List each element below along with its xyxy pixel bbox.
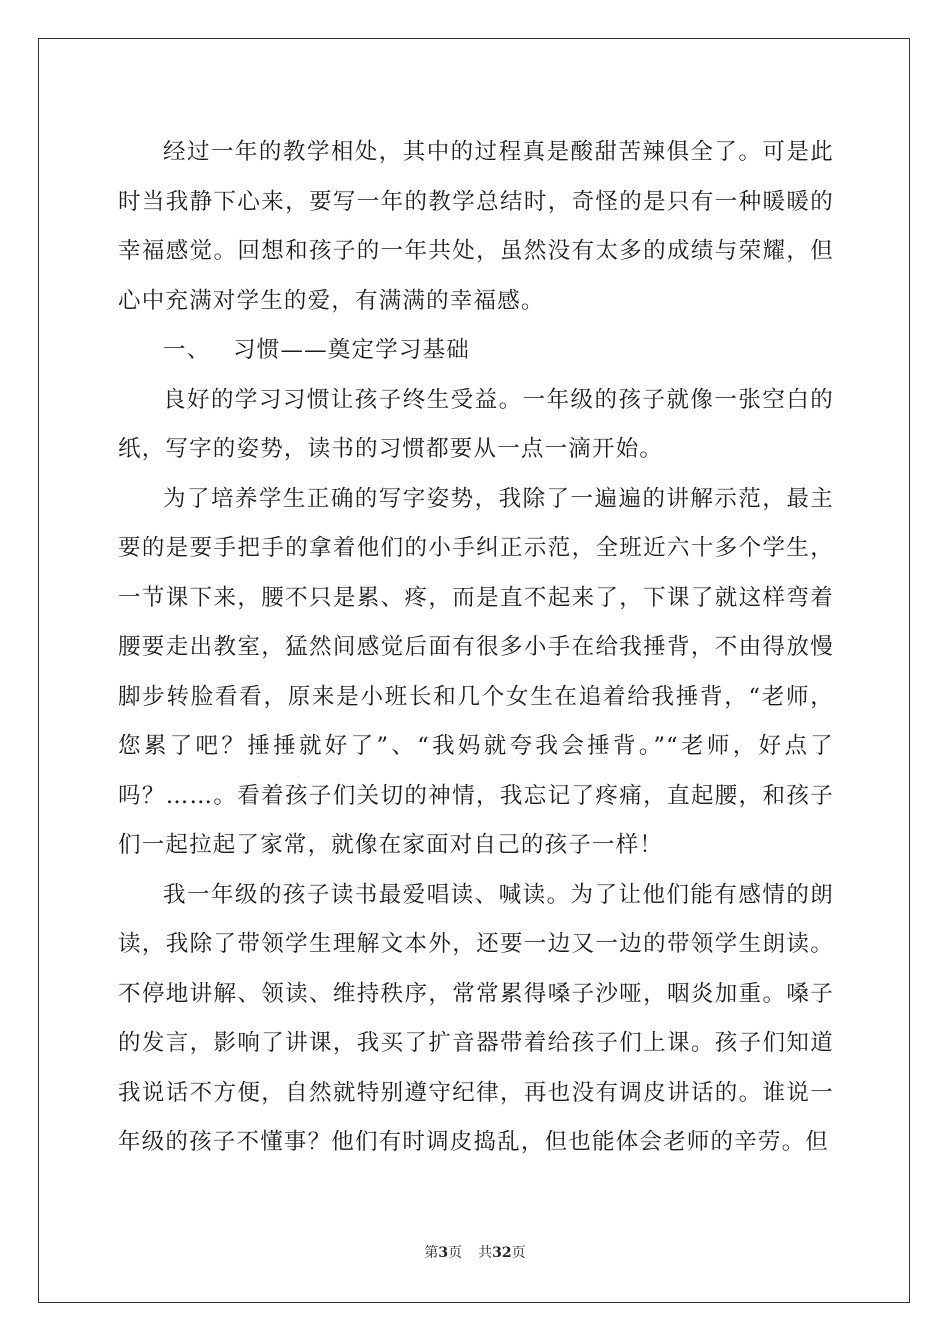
total-suffix: 页 bbox=[511, 1245, 526, 1261]
section-title: 习惯——奠定学习基础 bbox=[233, 337, 471, 363]
paragraph-writing-posture: 为了培养学生正确的写字姿势，我除了一遍遍的讲解示范，最主要的是要手把手的拿着他们的小手纠正示范，全班近六十多个学生，一节课下来，腰不只是累、疼，而是直不起来了，下课了就这样弯着腰要走出教室，猛然间感觉后面有很多小手在给我捶背，不由得放慢脚步转脸看看，原来是小班长和几个女生在追着给我捶背，“老师，您累了吧？捶捶就好了”、“我妈就夸我会捶背。”“老师，好点了吗？……。看着孩子们关切的神情，我忘记了疼痛，直起腰，和孩子们一起拉起了家常，就像在家面对自己的孩子一样！ bbox=[118, 485, 834, 858]
page-footer bbox=[0, 1242, 950, 1262]
paragraph-habits: 良好的学习习惯让孩子终生受益。一年级的孩子就像一张空白的纸，写字的姿势，读书的习惯都要从一点一滴开始。 bbox=[118, 386, 834, 462]
paragraph-reading: 我一年级的孩子读书最爱唱读、喊读。为了让他们能有感情的朗读，我除了带领学生理解文本外，还要一边又一边的带领学生朗读。不停地讲解、领读、维持秩序，常常累得嗓子沙哑，咽炎加重。嗓子的发言，影响了讲课，我买了扩音器带着给孩子们上课。孩子们知道我说话不方便，自然就特别遵守纪律，再也没有调皮讲话的。谁说一年级的孩子不懂事？他们有时调皮捣乱，但也能体会老师的辛劳。但 bbox=[118, 881, 834, 1155]
page-suffix: 页 bbox=[448, 1245, 463, 1261]
section-heading bbox=[118, 326, 834, 376]
page-total: 32 bbox=[492, 1245, 512, 1261]
page-prefix: 第 bbox=[424, 1245, 439, 1261]
total-prefix: 共 bbox=[478, 1245, 493, 1261]
section-number: 一、 bbox=[163, 337, 211, 363]
paragraph-intro: 经过一年的教学相处，其中的过程真是酸甜苦辣俱全了。可是此时当我静下心来，要写一年的教学总结时，奇怪的是只有一种暖暖的幸福感觉。回想和孩子的一年共处，虽然没有太多的成绩与荣耀，但心中充满对学生的爱，有满满的幸福感。 bbox=[118, 139, 834, 314]
page-current: 3 bbox=[438, 1245, 449, 1261]
document-body bbox=[118, 128, 834, 1168]
